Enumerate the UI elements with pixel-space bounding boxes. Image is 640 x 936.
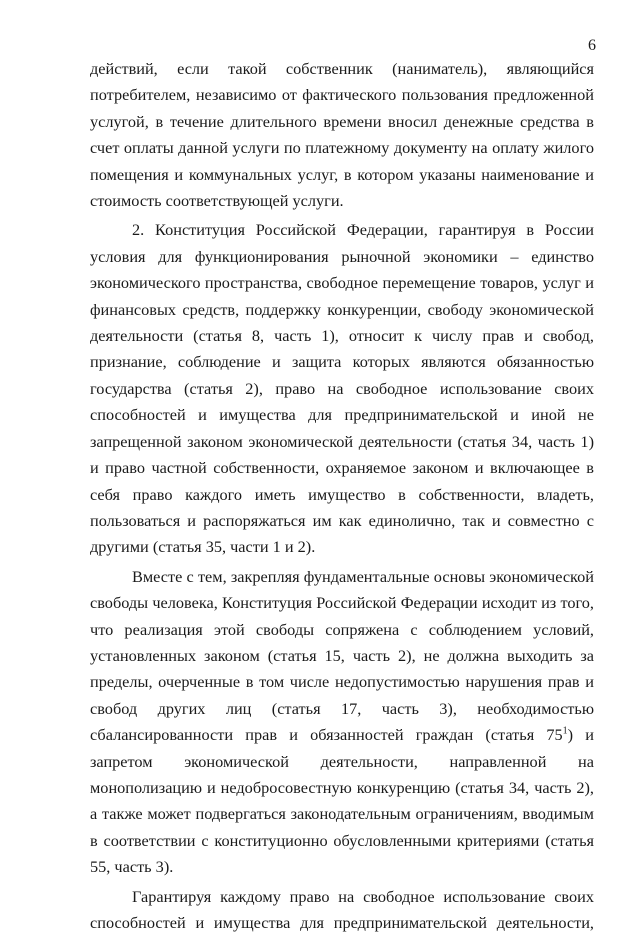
- paragraph-guarantee-right: Гарантируя каждому право на свободное использование своих способностей и имущества для предпринимательской деятельности,: [90, 886, 594, 932]
- paragraph-text-part: ) и запретом экономической деятельности, направленной на монополизацию и недобросовестную конкуренцию (статья 34, часть 2), а также может подвергаться законодательным ограничениям, вводимым в соответствии с конституционно обусловленными критериями (статья 55, часть 3).: [90, 725, 594, 877]
- paragraph-economic-freedom-limits: [90, 564, 594, 881]
- article-superscript: 1: [562, 725, 568, 737]
- page-number: 6: [588, 37, 596, 54]
- paragraph-constitution-guarantees: 2. Конституция Российской Федерации, гарантируя в России условия для функционирования рыночной экономики – единство экономического пространства, свободное перемещение товаров, услуг и финансовых средств, поддержку конкуренции, свободу экономической деятельности (статья 8, часть 1), относит к числу прав и свобод, признание, соблюдение и защита которых являются обязанностью государства (статья 2), право на свободное использование своих способностей и имущества для предпринимательской и иной не запрещенной законом экономической деятельности (статья 34, часть 1) и право частной собственности, охраняемое законом и включающее в себя право каждого иметь имущество в собственности, владеть, пользоваться и распоряжаться им как единолично, так и совместно с другими (статья 35, части 1 и 2).: [90, 220, 594, 557]
- paragraph-text-part: Вместе с тем, закрепляя фундаментальные основы экономической свободы человека, Конституция Российской Федерации исходит из того, что реализация этой свободы сопряжена с соблюдением условий, установленных законом (статья 15, часть 2), не должна выходить за пределы, очерченные в том числе недопустимостью нарушения прав и свобод других лиц (статья 17, часть 3), необходимостью сбалансированности прав и обязанностей граждан (статья 75: [90, 566, 594, 745]
- paragraph-continuation: действий, если такой собственник (наниматель), являющийся потребителем, независимо от фактического пользования предложенной услугой, в течение длительного времени вносил денежные средства в счет оплаты данной услуги по платежному документу на оплату жилого помещения и коммунальных услуг, в котором указаны наименование и стоимость соответствующей услуги.: [90, 59, 594, 211]
- document-body: [90, 56, 594, 936]
